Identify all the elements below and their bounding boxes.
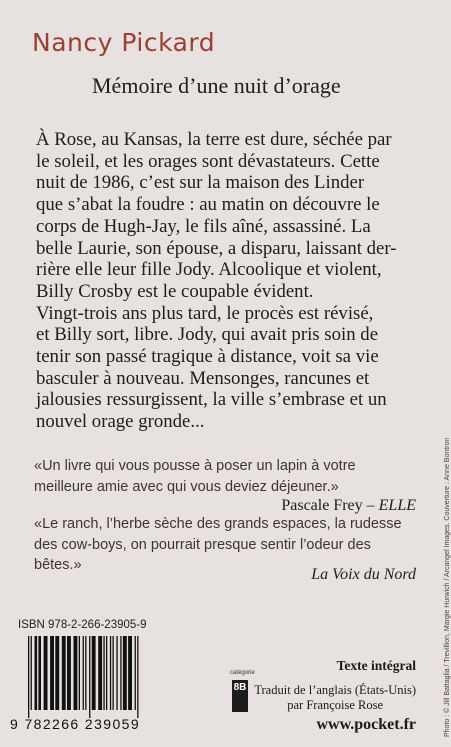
category-code: 8B <box>232 680 248 712</box>
barcode-bar <box>123 636 127 710</box>
quote-publication: ELLE <box>378 497 416 514</box>
barcode-bar <box>137 636 138 718</box>
synopsis-line: Vingt-trois ans plus tard, le procès est révisé, <box>36 302 374 324</box>
barcode-bar <box>89 636 90 718</box>
synopsis-line: nuit de 1986, c’est sur la maison des Linder <box>36 172 365 194</box>
quote-source: Pascale Frey – <box>281 497 379 514</box>
translation-line: Traduit de l’anglais (États-Unis) <box>254 683 416 697</box>
synopsis-line: belle Laurie, son épouse, a disparu, laissant der- <box>36 237 397 259</box>
barcode-bar <box>67 636 71 710</box>
barcode-bar <box>135 636 136 710</box>
photo-credit <box>433 390 449 740</box>
isbn: ISBN 978-2-266-23905-9 <box>18 619 147 631</box>
quote-line: «Le ranch, l’herbe sèche des grands espaces, la rudesse <box>34 516 402 532</box>
barcode-bar <box>55 636 59 710</box>
barcode-bar <box>83 636 84 710</box>
barcode-bar <box>44 636 48 710</box>
barcode-bar <box>116 636 117 710</box>
synopsis-line: nouvel orage gronde... <box>36 411 205 433</box>
barcode-bar <box>38 636 41 710</box>
photo-credit-text: Photo : © Jill Battaglia / Trevillion, Margie Hurwich / Arcangel Images. Couverture : Anne Bontron <box>444 437 451 737</box>
press-quote-elle <box>34 456 420 497</box>
barcode-bar <box>28 636 29 718</box>
synopsis-line: et Billy sort, libre. Jody, qui avait pris soin de <box>36 324 379 346</box>
quote-line: bêtes.» <box>34 557 82 573</box>
synopsis-line: basculer à nouveau. Mensonges, rancunes et <box>36 367 370 389</box>
quote-line: «Un livre qui vous pousse à poser un lapin à votre <box>34 458 356 474</box>
barcode-bar <box>113 636 114 710</box>
translation-credit <box>254 683 416 713</box>
quote-attribution-voix-du-nord: La Voix du Nord <box>311 566 416 583</box>
synopsis-line: rière elle leur fille Jody. Alcoolique et violent, <box>36 259 382 281</box>
translation-line: par Françoise Rose <box>287 698 384 712</box>
barcode-bar <box>98 636 102 710</box>
barcode-bar <box>85 636 86 710</box>
barcode-bar <box>35 636 38 710</box>
unabridged-label: Texte intégral <box>336 658 416 673</box>
synopsis-line: corps de Hugh-Jay, le fils aîné, assassiné. La <box>36 215 371 237</box>
barcode-bar <box>128 636 132 710</box>
synopsis-line: le soleil, et les orages sont dévastateurs. Cette <box>36 150 380 172</box>
barcode-bars <box>16 636 226 718</box>
publisher-website: www.pocket.fr <box>316 716 416 733</box>
author-name: Nancy Pickard <box>32 28 216 57</box>
category-label: catégorie <box>230 670 255 676</box>
synopsis <box>36 129 416 433</box>
synopsis-line: tenir son passé tragique à distance, voit sa vie <box>36 346 379 368</box>
barcode-bar <box>110 636 111 710</box>
barcode-bar <box>74 636 78 710</box>
quote-attribution-elle <box>281 497 416 515</box>
quote-line: meilleure amie avec qui vous deviez déjeuner.» <box>34 478 339 495</box>
barcode-bar <box>31 636 32 710</box>
synopsis-line: Billy Crosby est le coupable évident. <box>36 280 314 302</box>
book-title: Mémoire d’une nuit d’orage <box>92 73 341 98</box>
quote-line: des cow-boys, on pourrait presque sentir l’odeur des <box>34 536 371 553</box>
category-logo <box>230 670 255 716</box>
barcode-bar <box>62 636 66 710</box>
synopsis-line: que s’abat la foudre : au matin on découvre le <box>36 194 380 216</box>
barcode-number: 9 782266 239059 <box>10 716 140 732</box>
synopsis-line: À Rose, au Kansas, la terre est dure, séchée par <box>36 129 392 150</box>
barcode-bar <box>120 636 121 710</box>
barcode-bar <box>103 636 104 710</box>
barcode-bar <box>106 636 107 710</box>
barcode-bar <box>50 636 54 710</box>
barcode-bar <box>79 636 80 710</box>
barcode-bar <box>92 636 96 710</box>
synopsis-line: jalousies ressurgissent, la ville s’embrase et un <box>36 389 387 411</box>
